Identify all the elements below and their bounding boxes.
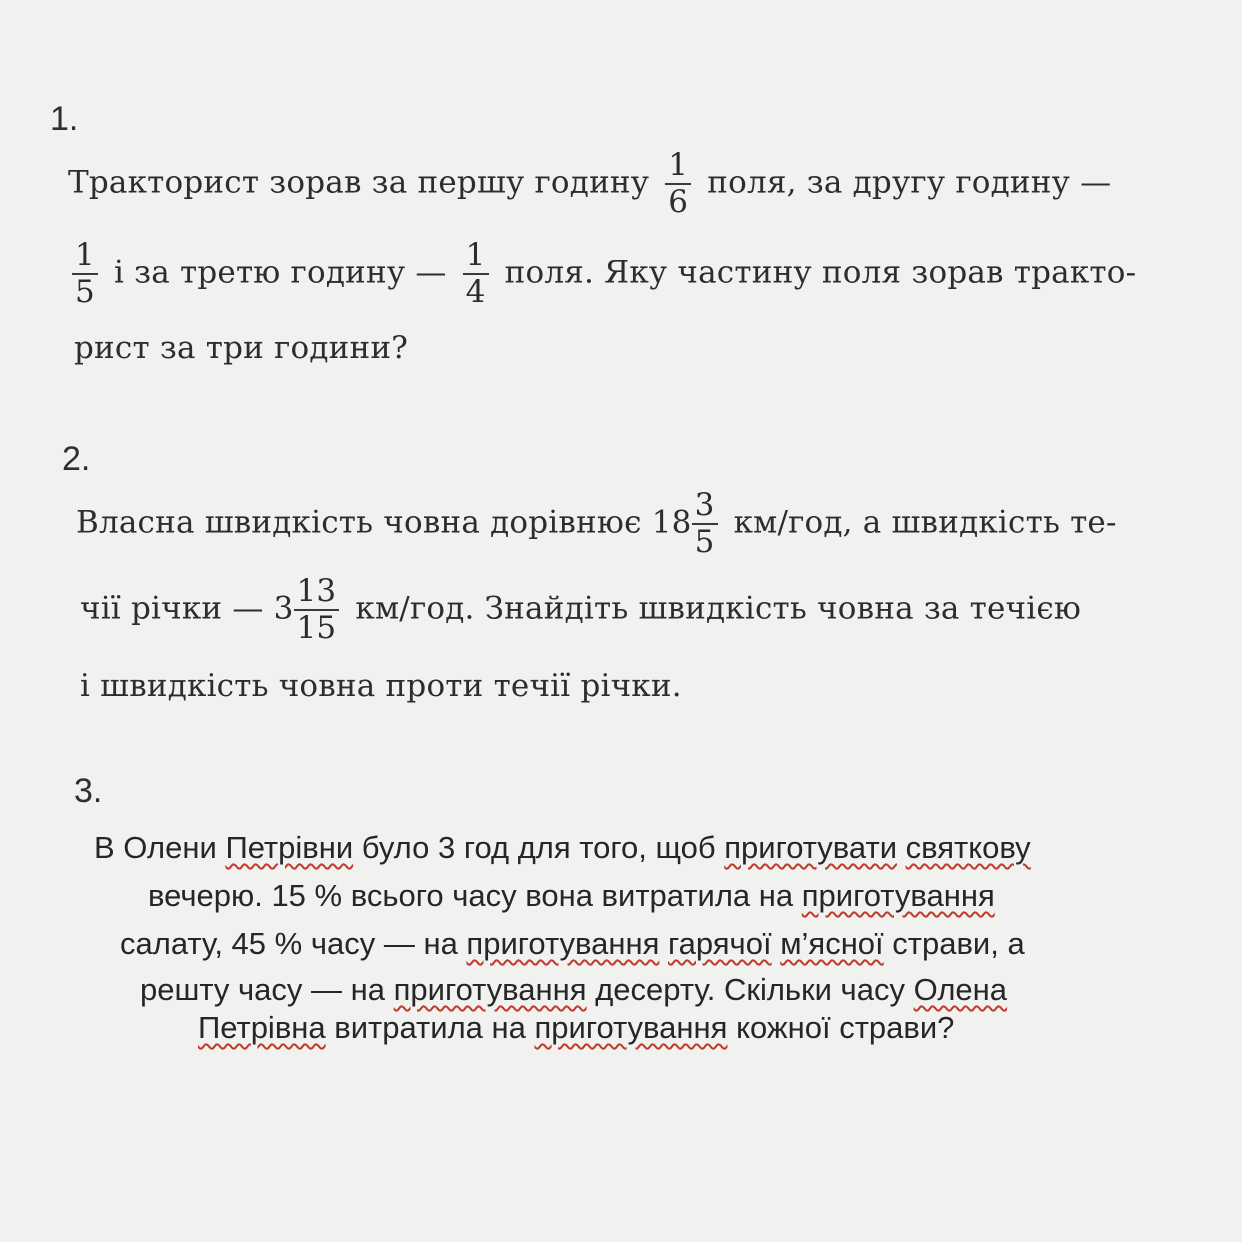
fraction-one-fifth — [72, 238, 98, 310]
problem-3-text: вечерю. 15 % всього часу вона витратила на — [148, 878, 802, 913]
fraction-numerator: 1 — [463, 238, 489, 275]
spellcheck-underlined-word: приготування — [534, 1010, 728, 1045]
problem-2-line-3: і швидкість човна проти течії річки. — [80, 668, 682, 704]
spellcheck-underlined-word: Олена — [913, 972, 1008, 1007]
problem-3-line-5 — [198, 1010, 954, 1046]
spellcheck-underlined-word: приготування — [393, 972, 587, 1007]
problem-3-text: кожної страви? — [727, 1010, 955, 1045]
problem-3-text: десерту. Скільки часу — [586, 972, 914, 1007]
space — [897, 830, 906, 865]
problem-2-text: км/год. Знайдіть швидкість човна за течією — [355, 590, 1082, 627]
problem-2-text: км/год, а швидкість те- — [733, 504, 1117, 541]
problem-1-text: і за третю годину — — [114, 254, 447, 291]
spellcheck-underlined-word: святкову — [905, 830, 1031, 865]
spellcheck-underlined-word: Петрівни — [225, 830, 354, 865]
fraction-denominator: 5 — [694, 524, 715, 560]
fraction-denominator: 4 — [465, 274, 486, 310]
fraction-numerator: 1 — [72, 238, 98, 275]
fraction-denominator: 6 — [668, 184, 689, 220]
space — [659, 926, 668, 961]
spellcheck-underlined-word: м’ясної — [780, 926, 884, 961]
problem-3-text: страви, а — [883, 926, 1025, 961]
problem-3-number: 3. — [74, 772, 103, 810]
fraction-numerator: 13 — [294, 574, 340, 611]
problem-2-text: чії річки — 3 — [80, 590, 294, 627]
problem-3-text: решту часу — на — [140, 972, 394, 1007]
problem-2-line-2 — [80, 574, 1081, 646]
problem-3-line-1 — [94, 830, 1031, 866]
fraction-numerator: 3 — [692, 488, 718, 525]
problem-3-line-3 — [120, 926, 1025, 962]
problem-3-line-2 — [148, 878, 995, 914]
problem-1-line-2 — [72, 238, 1136, 310]
fraction-numerator: 1 — [665, 148, 691, 185]
space — [772, 926, 781, 961]
fraction-one-fourth — [463, 238, 489, 310]
problem-1-number: 1. — [50, 100, 79, 138]
problem-1-text: Тракторист зорав за першу годину — [68, 164, 650, 201]
spellcheck-underlined-word: гарячої — [668, 926, 772, 961]
problem-2-text: Власна швидкість човна дорівнює 18 — [76, 504, 692, 541]
problem-1-line-1 — [68, 148, 1111, 220]
problem-3-line-4 — [140, 972, 1007, 1008]
problem-2-number: 2. — [62, 440, 91, 478]
spellcheck-underlined-word: приготування — [801, 878, 995, 913]
problem-3-text: салату, 45 % часу — на — [120, 926, 467, 961]
fraction-three-fifths — [692, 488, 718, 560]
problem-1-text: поля. Яку частину поля зорав тракто- — [504, 254, 1137, 291]
problem-3-text: витратила на — [325, 1010, 535, 1045]
problem-1-text: поля, за другу годину — — [707, 164, 1112, 201]
fraction-denominator: 15 — [296, 610, 337, 646]
spellcheck-underlined-word: приготування — [466, 926, 660, 961]
fraction-one-sixth — [665, 148, 691, 220]
problem-3-text: було 3 год для того, щоб — [353, 830, 725, 865]
fraction-thirteen-fifteenths — [294, 574, 340, 646]
fraction-denominator: 5 — [75, 274, 95, 310]
problem-3-text: В Олени — [94, 830, 226, 865]
spellcheck-underlined-word: приготувати — [724, 830, 898, 865]
problem-2-line-1 — [76, 488, 1117, 560]
problem-1-line-3: рист за три години? — [74, 330, 409, 366]
spellcheck-underlined-word: Петрівна — [198, 1010, 326, 1045]
